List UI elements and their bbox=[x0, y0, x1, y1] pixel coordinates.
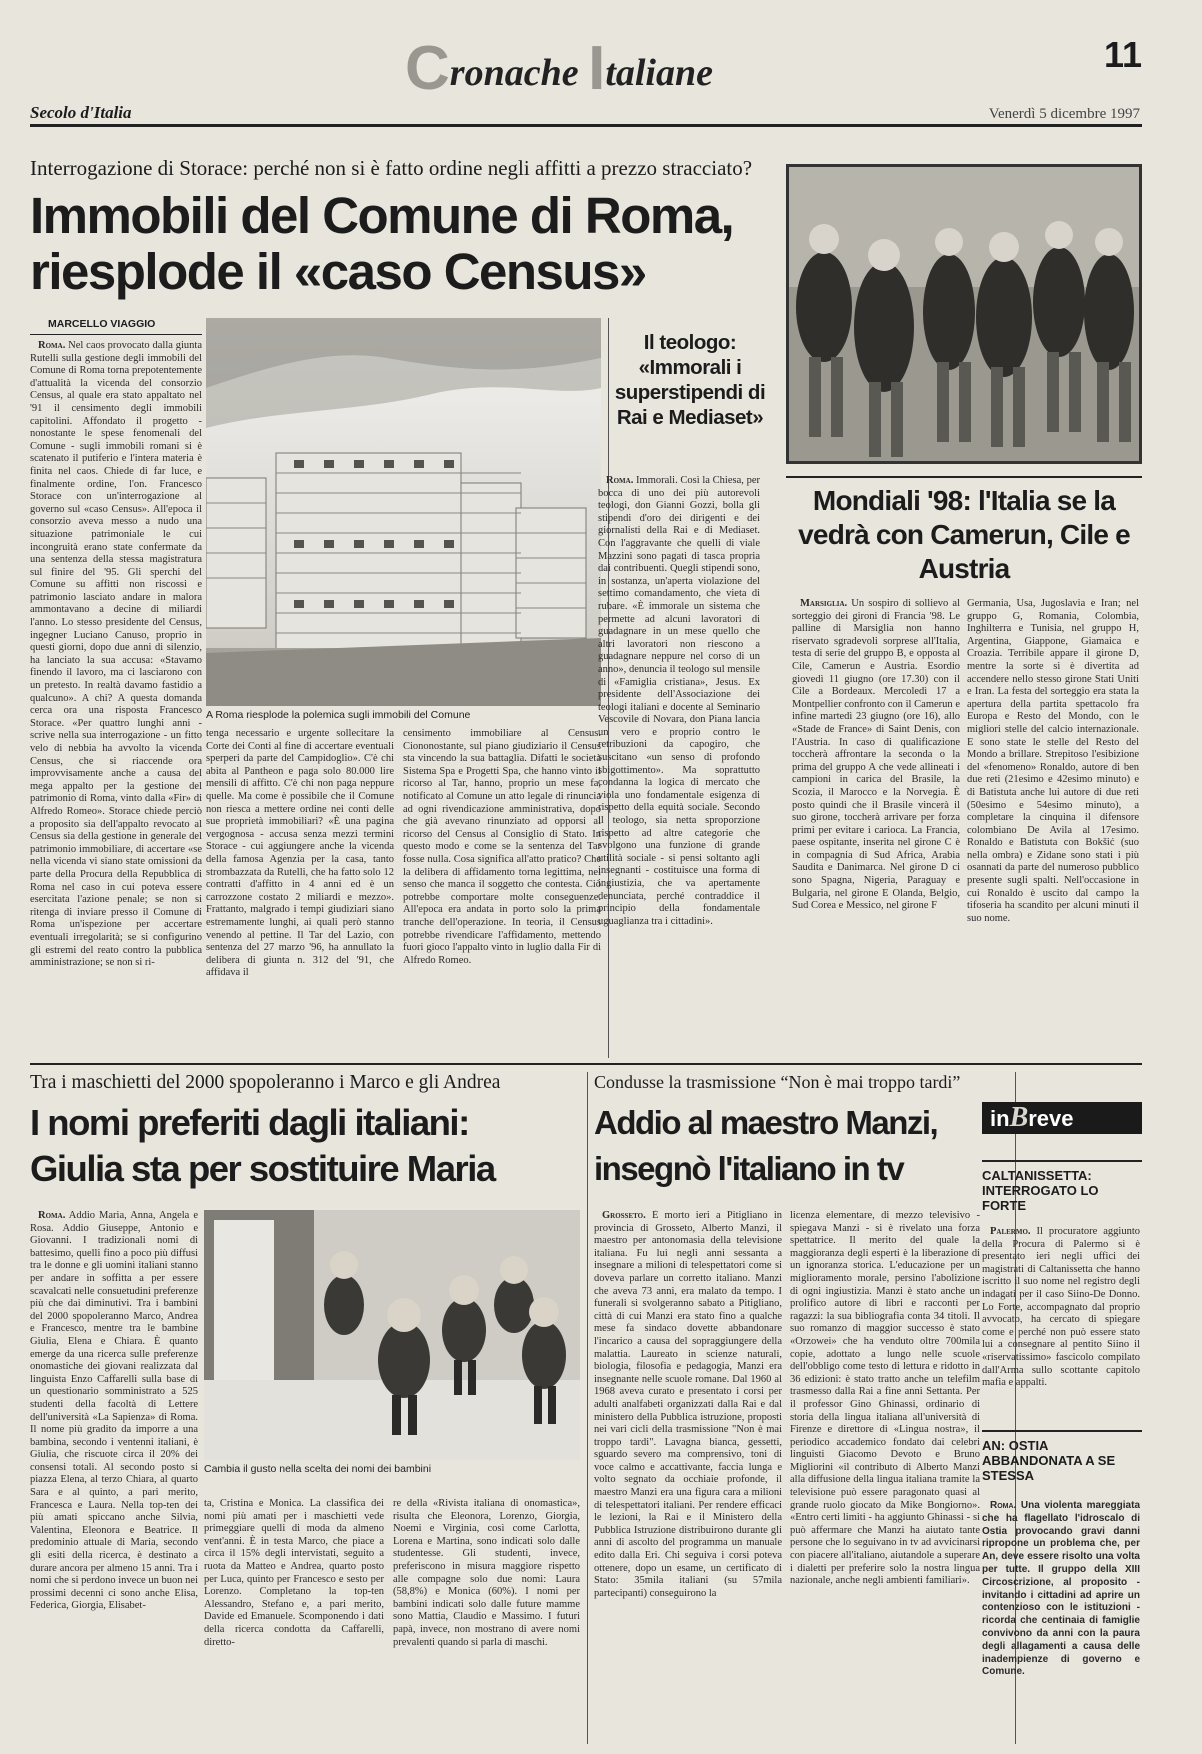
lead-dateline: Roma. bbox=[38, 340, 66, 351]
issue-date: Venerdì 5 dicembre 1997 bbox=[988, 106, 1140, 122]
in-breve-item1-text: Il procuratore aggiunto della Procura di Palermo si è presentato ieri negli uffici dei magistrati di Caltanissetta che hanno iscritto il suo nome nel registro degli indagati per il caso Siino-De Donno. Lo Forte, accompagnato dal proprio avvocato, ha cercato di spiegare come e perché non può essere stato lui a consegnare al pentito Siino il «riservatissimo» fascicolo compilato dall'Arma sullo scottante capitolo mafia e appalti. bbox=[982, 1226, 1140, 1389]
in-breve-label-rest: reve bbox=[1028, 1106, 1074, 1131]
lead-photo bbox=[206, 318, 601, 706]
nomi-body-col3: re della «Rivista italiana di onomastica», risulta che Eleonora, Lorenzo, Giorgia, Noemi e Virginia, così come Carlotta, Lorena e Martina, sono indicati solo dalle studentesse. Gli studenti, invece, preferiscono in misura maggiore rispetto alle compagne solo due nomi: Laura (58,8%) e Monica (60%). I nomi per bambini indicati solo dalle future mamme sono Mattia, Claudio e Massimo. I futuri papà, invece, non mostrano di avere nomi prevalenti quando si parla di maschi. bbox=[393, 1498, 580, 1648]
lead-body-col1 bbox=[30, 340, 202, 1050]
teologo-dateline: Roma. bbox=[606, 475, 634, 486]
mondiali-col1-text: Un sospiro di sollievo al sorteggio dei gironi di Francia '98. Le palline di Marsiglia non hanno riservato sgradevoli sorprese all'Italia, testa di serie del gruppo B, e opposta al Cile, Camerun e Austria. Esordio giovedì 11 giugno (ore 17.30) con il Cile a Bordeaux. Mercoledì 17 a Montpellier confronto con il Camerun e infine martedì 23 giugno (ore 16), allo «Stade de France» di Saint Denis, con l'Austria. In caso di qualificazione toccherà affrontare la seconda o la prima del gruppo A che vede allineati i campioni in carica del Brasile, la Scozia, il Marocco e la Norvegia. È posto quindi che il Brasile vincerà il suo girone, toccherà arrivare per forza primi per evitare i carioca. La Francia, paese ospitante, inserita nel girone C è in compagnia di Sud Africa, Arabia Saudita e Danimarca. Nel girone D ci sono Spagna, Nigeria, Paraguay e Bulgaria, nel girone E Olanda, Belgio, Sud Corea e Messico, nel girone F bbox=[792, 598, 960, 912]
teologo-headline: Il teologo: «Immorali i superstipendi di Rai e Mediaset» bbox=[614, 331, 766, 429]
masthead-rule bbox=[30, 124, 1142, 127]
in-breve-item1-body bbox=[982, 1226, 1140, 1422]
in-breve-rule bbox=[982, 1160, 1142, 1162]
nomi-dateline: Roma. bbox=[38, 1210, 66, 1221]
lead-col1-text: Nel caos provocato dalla giunta Rutelli sulla gestione degli immobili del Comune di Roma torna prepotentemente d'attualità la vicenda del consorzio Census, al quale era stato appaltato nel '91 il censimento degli immobili capitolini. Affondato il progetto - nonostante le spese fenomenali del Comune - sugli immobili romani si è scatenato il putiferio e l'intera materia è finita nel caos. Chiede di far luce, e finalmente ordine, l'on. Francesco Storace con un'interrogazione al governo sul «caso Census». All'epoca il consorzio aveva messo a nudo una situazione patrimoniale le cui incongruità erano state confermate da una sentenza della stessa magistratura sul finire del '95. Gli sperchi del Comune su affitti non riscossi e patrimonio lasciato andare in malora ammontavano a decine di miliardi l'anno. Lo stesso presidente del Census, ingegner Luciano Canuso, proprio in questi giorni, dopo due anni di silenzio, ha lanciato la sua accusa: «Stavamo finendo il lavoro, ma ci lasciarono con un pretesto. In realtà davamo fastidio a qualcuno». A chi? A questa domanda cerca ora una risposta Francesco Storace. «Per quattro lunghi anni - scrive nella sua interrogazione - un fitto velo di nebbia ha avvolto la vicenda Census, che si riaccende ora improvvisamente anche a causa del mega appalto per la gestione del patrimonio di Roma, vinto dalla «Fir» di Alfredo Romeo». Storace chiede perciò a proposito sia dell'appalto revocato al Census sia della gestione in generale del patrimonio immobiliare, di accertare «se nella vicenda vi siano state omissioni da parte della Procura della Repubblica di Roma nel caso in cui poteva essere esercitata l'azione penale; se non si ritenga di inviare presso il Comune di Roma un'ispezione per accertare eventuali irregolarità; se si configurino gli estremi del reato contro la pubblica amministrazione; se non si ri- bbox=[30, 340, 202, 969]
nomi-photo bbox=[204, 1210, 580, 1460]
in-breve-label-b: B bbox=[1009, 1102, 1029, 1133]
mondiali-dateline: Marsiglia. bbox=[800, 598, 848, 609]
nomi-col1-text: Addio Maria, Anna, Angela e Rosa. Addio Giuseppe, Antonio e Giovanni. I tradizionali nomi di battesimo, quelli fino a poco più diffusi tra le donne e gli uomini italiani stanno per andare in soffitta a per essere scavalcati nelle consuetudini preferenze più che dai diminutivi. Tra i bambini del 2000 spopoleranno Marco, Andrea e Francesco, mentre tra le bambine Giulia, Elena e Chiara. È quanto emerge da una ricerca sulle preferenze onomastiche dei giovani realizzata dal linguista Enzo Caffarelli sulla base di un questionario somministrato a 525 studenti della facoltà di Lettere dell'università «La Sapienza» di Roma. Il nome più gradito da imporre a una bambina, secondo i ventenni italiani, è Giulia, che riscuote circa il 20% dei consensi totali. Al secondo posto si piazza Elena, al terzo Chiara, al quarto Sara e al quinto, a pari merito, Francesca e Laura. Nella top-ten dei più amati spiccano anche Silvia, Valentina, Eleonora e Beatrice. Il predominio attuale di Maria, secondo gli esiti della ricerca, è destinato a durare ancora per almeno 15 anni. Tra i nomi che si perdono invece un buon nei prossimi decenni ci sono anche Elisa, Federica, Giorgia, Elisabet- bbox=[30, 1210, 198, 1612]
in-breve-item2-text: Una violenta mareggiata che ha flagellato l'idroscalo di Ostia provocando gravi danni ripropone un problema che, per An, deve essere risolto una volta per tutte. Il gruppo della XIII Circoscrizione, al proposito - invitando i cittadini ad aprire un contenzioso con le istituzioni - ricorda che centinaia di famiglie convivono da anni con la paura degli allagamenti a causa delle inadempienze di governo e Comune. bbox=[982, 1500, 1140, 1678]
in-breve-item1-headline: CALTANISSETTA: INTERROGATO LO FORTE bbox=[982, 1168, 1099, 1213]
lead-body-col2: tenga necessario e urgente sollecitare la Corte dei Conti al fine di accertare eventuali sperperi da parte del Campidoglio». C'è chi abita al Pantheon e paga solo 80.000 lire mensili di affitto. C'è chi non paga neppure quelle. Ma come è possibile che il Comune non riesca a mettere ordine nei conti delle sue proprietà immobiliari? «È una pagina vergognosa - accusa senza mezzi termini Storace - cui aggiungere anche la vicenda della famosa Agenzia per la casa, tanto strombazzata da Rutelli, che ha fatto solo 12 contratti d'affitto in 4 anni ed è un carrozzone costato 2 miliardi e mezzo». Frattanto, malgrado i tempi giudiziari siano estremamente lunghi, ai quali però stanno venendo al pettine. Il Tar del Lazio, con sentenza del 27 marzo '96, ha annullato la delibera di giunta n. 312 del '91, che affidava il bbox=[206, 728, 394, 979]
mondiali-top-rule bbox=[786, 476, 1142, 478]
lead-headline-line2: riesplode il «caso Census» bbox=[30, 243, 646, 300]
column-divider-2 bbox=[587, 1072, 588, 1744]
football-team-photo-illustration bbox=[789, 167, 1139, 461]
section-title-initial-i: I bbox=[588, 34, 606, 103]
section-title-part1: ronache bbox=[449, 52, 589, 94]
in-breve-label-in: in bbox=[990, 1106, 1010, 1131]
lead-author: MARCELLO VIAGGIO bbox=[48, 318, 156, 330]
mondiali-body-col1 bbox=[792, 598, 960, 1040]
teologo-text: Immorali. Così la Chiesa, per bocca di uno dei più autorevoli teologi, don Gianni Gozzi, bolla gli stipendi d'oro dei dirigenti e dei giornalisti della Rai e di Mediaset. Con l'aggravante che quelli di viale Mazzini sono pagati di tasca propria dai contribuenti. Quegli stipendi sono, in sostanza, un'aperta violazione del settimo comandamento, che vieta di rubare. «È immorale un sistema che permette ad alcuni lavoratori di guadagnare in un mese quello che altri lavoratori non riescono a guadagnare neppure nel corso di un anno», denuncia il teologo sul mensile di «Famiglia cristiana», Jesus. Ex presidente dell'Associazione dei teologi italiani e docente al Seminario Vescovile di Novara, don Piana lancia un vero e proprio contro le retribuzioni da capogiro, che suscitano «un senso di profondo sbigottimento». Ma soprattutto condanna la logica di mercato che viola uno fondamentale esigenza di rispetto della equità sociale. Secondo il teologo, sia netta sproporzione rispetto ad altre categorie che svolgono una funzione di grande utilità sociale - si pensi soltanto agli insegnanti - costituisce una forma di ingiustizia, che va apertamente denunciata, perché contraddice il principio della fondamentale uguaglianza tra i cittadini». bbox=[598, 475, 760, 927]
manzi-kicker: Condusse la trasmissione “Non è mai troppo tardi” bbox=[594, 1072, 961, 1092]
mid-page-rule bbox=[30, 1063, 1142, 1065]
nomi-body-col2: ta, Cristina e Monica. La classifica dei nomi più amati per i maschietti vede primeggiare quelli di moda da almeno vent'anni. È in testa Marco, che piace a circa il 15% degli intervistati, seguito a ruota da Matteo e Andrea, quarto posto per Luca, quinto per Francesco e sesto per Lorenzo. Completano la top-ten Alessandro, Stefano e, a pari merito, Davide ed Emanuele. Scomponendo i dati della ricerca condotta da Caffarelli, diretto- bbox=[204, 1498, 384, 1648]
in-breve-item2-headline: AN: OSTIA ABBANDONATA A SE STESSA bbox=[982, 1438, 1116, 1483]
nomi-photo-caption: Cambia il gusto nella scelta dei nomi dei bambini bbox=[204, 1463, 432, 1475]
in-breve-item2-dateline: Roma. bbox=[990, 1500, 1017, 1511]
nomi-headline-line2: Giulia sta per sostituire Maria bbox=[30, 1148, 495, 1189]
in-breve-label bbox=[982, 1102, 1142, 1134]
author-rule bbox=[30, 334, 202, 335]
manzi-body-col2: licenza elementare, di mezzo televisivo - spiegava Manzi - si è rivelato una forza spettatrice. Il merito del quale la maggioranza degli esperti è la liberazione di un ignoranza storica. L'educazione per un miglioramento morale, persino l'abolizione di ogni ingiustizia. Manzi è stato anche un prolifico autore di libri e racconti per ragazzi: la sua bibliografia conta 34 titoli. Il suo romanzo di maggior successo è stato «Orzowei» che ha venduto oltre 700mila copie, adottato a lungo nelle scuole dell'obbligo come testo di lettura e ridotto in 36 edizioni: è stato tratto anche un telefilm trasmesso dalla Rai a fine anni Settanta. Per il professor Gino Ghinassi, ordinario di storia della lingua italiana all'università di Firenze e direttore di «Lingua nostra», il periodico accademico fondato dai celebri linguisti Giacomo Devoto e Bruno Migliorini «il contributo di Alberto Manzi alla diffusione della lingua italiana tramite la televisione può essere paragonato quasi al grande ruolo giocato da Mike Bongiorno». «Entro certi limiti - ha aggiunto Ghinassi - si può affermare che Manzi ha aiutato tante persone che lo seguivano in tv ad avvicinarsi con piacere all'italiano, aiutandole a superare i dialetti per preferire solo la nostra lingua nazionale, anche negli ambienti familiari». bbox=[790, 1210, 980, 1587]
section-title bbox=[405, 34, 805, 103]
lead-headline-line1: Immobili del Comune di Roma, bbox=[30, 187, 734, 244]
mondiali-photo bbox=[786, 164, 1142, 464]
in-breve-item1-dateline: Palermo. bbox=[990, 1226, 1031, 1237]
lead-kicker: Interrogazione di Storace: perché non si è fatto ordine negli affitti a prezzo stracciato? bbox=[30, 156, 753, 180]
in-breve-item2-body bbox=[982, 1500, 1140, 1740]
lead-body-col3: censimento immobiliare al Census. Ciononostante, sul piano giudiziario il Census sta vincendo la sua battaglia. Difatti le società Sistema Spa e Progetti Spa, che hanno vinto il ricorso al Tar, hanno, proprio un mese fa, notificato al Comune un atto legale di rinuncia ad ogni rivendicazione amministrativa, dopo che già avevano rinunziato ad opporsi al ricorso del Census al Consiglio di Stato. In questo modo e come se la sentenza del Tar fosse nulla. Cosa significa all'atto pratico? Che la delibera di affidamento torna legittima, nel senso che manca il soggetto che contesta. Ciò potrebbe comportare molte conseguenze. All'epoca era andata in porto solo la prima tranche dell'operazione. In teoria, il Census potrebbe rivendicare l'affidamento, mettendo fuori gioco l'appalto vinto in luglio dalla Fir di Alfredo Romeo. bbox=[403, 728, 601, 966]
lead-photo-caption: A Roma riesplode la polemica sugli immobili del Comune bbox=[206, 709, 471, 721]
section-title-initial-c: C bbox=[405, 34, 450, 103]
newspaper-name: Secolo d'Italia bbox=[30, 103, 132, 122]
children-photo-illustration bbox=[204, 1210, 580, 1460]
manzi-headline-line1: Addio al maestro Manzi, bbox=[594, 1104, 938, 1141]
mondiali-body-col2: Germania, Usa, Jugoslavia e Iran; nel gruppo G, Romania, Colombia, Inghilterra e Tunisia, nel gruppo H, Argentina, Giappone, Giamaica e Croazia. Terribile appare il girone D, mentre la sorte si è divertita ad accendere nello stesso girone Stati Uniti e Iran. La festa del sorteggio era stata la apertura della partita spettacolo fra Europa e Resto del Mondo, con le migliori stelle del calcio internazionale. E sono state le stelle del Resto del Mondo a brillare. Strepitoso l'esibizione del «fenomeno» Ronaldo, autore di ben due reti (21esimo e 42esimo minuto) e di Batistuta anche lui autore di due reti (50esimo e 54esimo minuto), a completare la cinquina il difensore colombiano De Avila al 17esimo. Ronaldo e Batistuta con Bokšić (suo nella ombra) e Zidane sono stati i più osannati da parte del numeroso pubblico presente sugli spalti. Nell'occasione in cui Ronaldo è uscito dal campo la tifoseria ha scandito per alcuni minuti il suo nome. bbox=[967, 598, 1139, 924]
nomi-body-col1 bbox=[30, 1210, 198, 1745]
manzi-dateline: Grosseto. bbox=[602, 1210, 646, 1221]
building-photo-illustration bbox=[206, 318, 601, 706]
nomi-headline-line1: I nomi preferiti dagli italiani: bbox=[30, 1102, 469, 1143]
manzi-body-col1 bbox=[594, 1210, 782, 1745]
manzi-headline-line2: insegnò l'italiano in tv bbox=[594, 1150, 904, 1187]
manzi-col1-text: È morto ieri a Pitigliano in provincia di Grosseto, Alberto Manzi, il maestro per antonomasia della televisione italiana. Fu lui negli anni sessanta a insegnare a milioni di telespettatori come si doveva parlare un corretto italiano. Manzi che aveva 73 anni, era malato da tempo. I funerali si svolgeranno sabato a Pitigliano, città di cui Manzi era stato fino a qualche mese fa sindaco dovette abbandonare l'incarico a causa del sopraggiungere della malattia. Laureato in scienze naturali, biologia, filosofia e pedagogia, Manzi era insegnante nelle scuole romane. Dal 1960 al 1968 aveva curato e presentato i corsi per adulti analfabeti organizzati dalla Rai e dal ministero della Pubblica istruzione, proposti nei vari cicli della trasmissione "Non è mai troppo tardi". Lavagna bianca, gessetti, sguardo severo ma comprensivo, toni di voce calmo e accattivante, faccia lunga e volto segnato da occhiaie profonde, il maestro Manzi era una figura cara a milioni di telespettatori italiani. Per rendere efficaci le lezioni, la Rai e il Ministero della Pubblica Istruzione distribuirono durante gli anni di ascolto del programma un manuale edito dalla Eri. Chi seguiva i corsi poteva ottenere, dopo un esame, un certificato di Stato: 35mila italiani (su 57mila partecipanti) conseguirono la bbox=[594, 1210, 782, 1599]
page-number: 11 bbox=[1103, 34, 1142, 75]
in-breve-rule-2 bbox=[982, 1430, 1142, 1432]
section-title-part2: taliane bbox=[605, 52, 713, 94]
nomi-kicker: Tra i maschietti del 2000 spopoleranno i Marco e gli Andrea bbox=[30, 1072, 501, 1093]
teologo-body bbox=[598, 475, 760, 1055]
mondiali-headline: Mondiali '98: l'Italia se la vedrà con Camerun, Cile e Austria bbox=[798, 485, 1130, 584]
